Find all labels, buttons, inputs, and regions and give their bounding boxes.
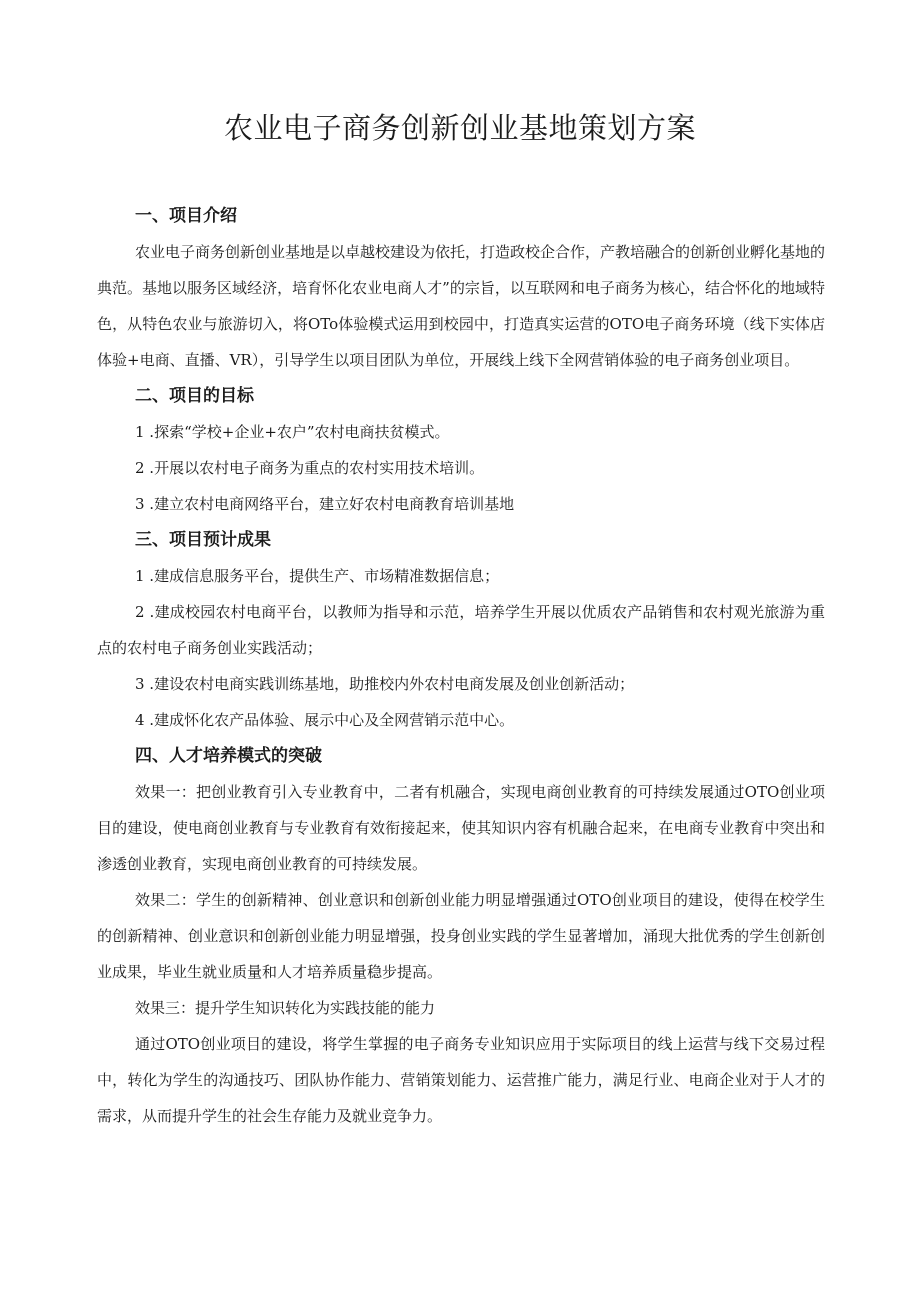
section-heading: 三、项目预计成果 bbox=[135, 530, 271, 550]
section-project-goals bbox=[97, 378, 825, 522]
list-item: 1 .建成信息服务平台，提供生产、市场精准数据信息； bbox=[135, 567, 500, 585]
section-expected-results bbox=[97, 522, 825, 738]
list-item: 2 .开展以农村电子商务为重点的农村实用技术培训。 bbox=[135, 459, 485, 477]
paragraph: 通过OTO创业项目的建设，将学生掌握的电子商务专业知识应用于实际项目的线上运营与线下交易过程中，转化为学生的沟通技巧、团队协作能力、营销策划能力、运营推广能力，满足行业、电商企业对于人才的需求，从而提升学生的社会生存能力及就业竞争力。 bbox=[97, 1035, 825, 1125]
section-project-intro bbox=[97, 198, 825, 378]
list-item: 1 .探索“学校+企业+农户”农村电商扶贫模式。 bbox=[135, 423, 450, 441]
section-heading: 二、项目的目标 bbox=[135, 386, 254, 406]
paragraph: 效果二：学生的创新精神、创业意识和创新创业能力明显增强通过OTO创业项目的建设，使得在校学生的创新精神、创业意识和创新创业能力明显增强，投身创业实践的学生显著增加，涌现大批优秀的学生创新创业成果，毕业生就业质量和人才培养质量稳步提高。 bbox=[97, 891, 825, 981]
paragraph: 农业电子商务创新创业基地是以卓越校建设为依托，打造政校企合作，产教培融合的创新创业孵化基地的典范。基地以服务区域经济，培育怀化农业电商人才”的宗旨，以互联网和电子商务为核心，结合怀化的地域特色，从特色农业与旅游切入，将OTo体验模式运用到校园中，打造真实运营的OTO电子商务环境（线下实体店体验+电商、直播、VR），引导学生以项目团队为单位，开展线上线下全网营销体验的电子商务创业项目。 bbox=[97, 243, 826, 369]
list-item: 3 .建立农村电商网络平台，建立好农村电商教育培训基地 bbox=[135, 495, 515, 513]
section-heading: 一、项目介绍 bbox=[135, 206, 237, 226]
section-heading: 四、人才培养模式的突破 bbox=[135, 746, 322, 766]
document-title: 农业电子商务创新创业基地策划方案 bbox=[223, 111, 696, 145]
list-item: 2 .建成校园农村电商平台，以教师为指导和示范，培养学生开展以优质农产品销售和农村观光旅游为重点的农村电子商务创业实践活动； bbox=[97, 603, 825, 657]
list-item: 4 .建成怀化农产品体验、展示中心及全网营销示范中心。 bbox=[135, 711, 515, 729]
section-talent-model bbox=[97, 738, 825, 1134]
list-item: 3 .建设农村电商实践训练基地，助推校内外农村电商发展及创业创新活动； bbox=[135, 675, 635, 693]
paragraph: 效果一：把创业教育引入专业教育中，二者有机融合，实现电商创业教育的可持续发展通过OTO创业项目的建设，使电商创业教育与专业教育有效衔接起来，使其知识内容有机融合起来，在电商专业教育中突出和渗透创业教育，实现电商创业教育的可持续发展。 bbox=[97, 783, 825, 873]
document-body bbox=[97, 198, 825, 1134]
paragraph: 效果三：提升学生知识转化为实践技能的能力 bbox=[135, 999, 436, 1017]
